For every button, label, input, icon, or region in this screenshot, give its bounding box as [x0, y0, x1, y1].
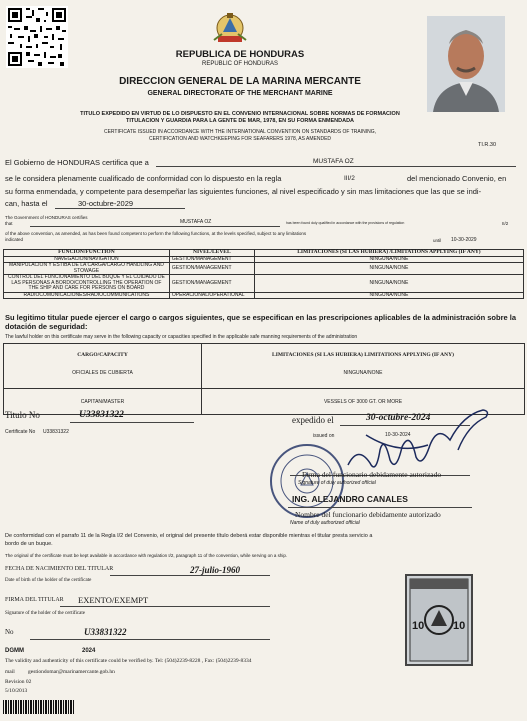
date-of-birth: 27-julio-1960	[190, 565, 241, 575]
holder-signature: EXENTO/EXEMPT	[78, 595, 149, 605]
certificate-number: U33831322	[43, 429, 69, 435]
signature-label: Firma del funcionario debidamente autorizado	[302, 470, 442, 479]
until-label-en: until	[433, 238, 442, 243]
capacity-intro: Su legitimo titular puede ejercer el cargo o cargos siguientes, que se especifican en las prescripciones aplicables de la administración sobre la dotación de seguridad:	[5, 313, 517, 331]
capacity-cell: CAPITAN/MASTER	[80, 399, 125, 405]
revision-label: Revision 02	[5, 679, 32, 685]
indicated-text-en: indicated	[5, 237, 24, 242]
qualified-text: se le considera plenamente cualificado de conformidad con lo dispuesto en la regla	[5, 174, 282, 183]
certificate-label: Certificate No	[5, 429, 36, 435]
convention-title-es-2: TITULACION Y GUARDIA PARA LA GENTE DE MAR, 1978, EN SU FORMA ENMENDADA	[125, 118, 355, 124]
holder-signature-label: FIRMA DEL TITULAR	[5, 597, 64, 603]
functions-header-level: NIVEL/LEVEL	[169, 250, 254, 257]
stamp-value-left: 10	[412, 620, 425, 632]
republic-title-en: REPUBLIC OF HONDURAS	[201, 61, 278, 67]
year-label: 2024	[82, 648, 96, 654]
email-label: mail	[5, 669, 15, 675]
level-cell: GESTION/MANAGEMENT	[169, 275, 254, 293]
capacity-limitations-header: LIMITACIONES (SI LAS HUBIERA) LIMITATIONS APPLYING (IF ANY)	[272, 352, 454, 358]
revenue-stamp	[405, 574, 473, 666]
signature-label-en: Signature of duly authorized official	[298, 480, 376, 486]
capacity-limitation-cell: VESSELS OF 3000 GT. OR MORE	[323, 399, 403, 405]
qualified-text-en: has been found duly qualified in accordance with the provisions of regulation	[286, 221, 405, 225]
table-row	[4, 263, 524, 275]
function-cell: MANIPULACION Y ESTIBA DE LA CARGA/CARGO HANDLING AND STOWAGE	[4, 263, 170, 275]
until-date: 30-octubre-2029	[78, 199, 134, 208]
holder-name: MUSTAFA OZ	[313, 158, 354, 165]
revision-date: 5/10/2013	[5, 688, 28, 694]
conformity-text-2: bordo de un buque.	[5, 541, 53, 547]
barcode	[3, 700, 75, 714]
table-row	[4, 275, 524, 293]
regulation-number-en: II/2	[502, 221, 509, 226]
until-text: can, hasta el	[5, 199, 48, 208]
name-line	[156, 166, 516, 167]
functions-table	[3, 249, 524, 299]
capacity-cell: OFICIALES DE CUBIERTA	[72, 370, 133, 376]
expedido-date: 30-octubre-2024	[366, 413, 431, 423]
email-address: gestiondomar@marinamercante.gob.hn	[28, 669, 115, 675]
number-value: U33831322	[84, 627, 127, 637]
limitation-cell: NINGUNA/NONE	[254, 275, 523, 293]
limitation-cell: NINGUNA/NONE	[254, 292, 523, 299]
level-cell: GESTION/MANAGEMENT	[169, 256, 254, 263]
titulo-label: Titulo No	[5, 410, 40, 420]
titulo-number: U33831322	[79, 410, 124, 420]
official-name-label: Nombre del funcionario debidamente autorizado	[295, 510, 441, 519]
certifies-text: El Gobierno de HONDURAS certifica que a	[5, 158, 149, 167]
titulo-line	[70, 422, 194, 423]
number-line	[30, 639, 270, 640]
convention-text: del mencionado Convenio, en	[407, 174, 507, 183]
dob-label-en: Date of birth of the holder of the certificate	[5, 578, 92, 583]
functions-header-function: FUNCION/FUNCTION	[4, 250, 170, 257]
convention-title-en-2: CERTIFICATION AND WATCHKEEPING FOR SEAFARERS 1978, AS AMENDED	[148, 136, 332, 142]
level-cell: OPERACIONAL/OPERATIONAL	[169, 292, 254, 299]
official-name-label-en: Name of duly authorized official	[290, 520, 360, 526]
capacity-limitation-cell: NINGUNA/NONE	[343, 370, 383, 376]
until-line	[55, 208, 185, 209]
limitation-cell: NINGUNA/NONE	[254, 263, 523, 275]
holder-name-en: MUSTAFA OZ	[180, 219, 212, 225]
competent-text: su forma enmendada, y competente para desempeñar las siguientes funciones, al nivel especificado y sin mas limitaciones que las que se indi-	[5, 187, 482, 196]
direction-title: DIRECCION GENERAL DE LA MARINA MERCANTE	[119, 76, 361, 87]
table-row	[4, 292, 524, 299]
form-reference: TI.R.30	[478, 142, 497, 148]
convention-title-es-1: TITULO EXPEDIDO EN VIRTUD DE LO DISPUESTO EN EL CONVENIO INTERNACIONAL SOBRE NORMAS DE FORMACION	[80, 111, 400, 117]
name-line-en	[30, 226, 280, 227]
certifies-text-en: The Government of HONDURAS certifies	[5, 215, 88, 220]
limitation-cell: NINGUNA/NONE	[254, 256, 523, 263]
dgmm-label: DGMM	[5, 648, 24, 654]
function-cell: NAVEGACION/NAVIGATION	[4, 256, 170, 263]
competent-text-en: of the above convention, as amended, as has been found competent to perform the following functions, at the levels specified, subject to any limitations	[5, 231, 307, 236]
official-name-line	[288, 507, 472, 508]
level-cell: GESTION/MANAGEMENT	[169, 263, 254, 275]
capacity-header: CARGO/CAPACITY	[77, 352, 128, 358]
number-label: No	[5, 628, 14, 636]
verify-text: The validity and authenticity of this certificate could be verified by. Tel: (504)2239-8228 , Fax: (504)2239-8334	[5, 658, 252, 664]
that-text-en: that	[5, 221, 13, 226]
holder-signature-line	[60, 606, 270, 607]
functions-header-limitations: LIMITACIONES (SI LAS HUBIERA) /LIMITATIONS APPLYING (IF ANY)	[254, 250, 523, 257]
expedido-label: expedido el	[292, 415, 334, 425]
regulation-number: III/2	[344, 175, 355, 182]
convention-title-en-1: CERTIFICATE ISSUED IN ACCORDANCE WITH THE INTERNATIONAL CONVENTION ON STANDARDS OF TRAINING,	[103, 129, 377, 135]
function-cell: CONTROL DEL FUNCIONAMIENTO DEL BUQUE Y EL CUIDADO DE LAS PERSONAS A BORDO/CONTROLLING THE OPERATION OF THE SHIP AND CARE FOR PERSONS ON BOARD	[4, 275, 170, 293]
conformity-text-en: The original of the certificate must be kept available in accordance with regulation I/2, paragraph 11 of the convention, while serving on a ship.	[5, 553, 288, 558]
capacity-intro-en: The lawful holder on this certificate may serve in the following capacity or capacities specified in the applicable safe manning requirements of the administration	[5, 334, 358, 340]
divider	[4, 388, 524, 389]
conformity-text: De conformidad con el parrafo 11 de la Regla I/2 del Convenio, el original del presente título deberá estar disponible mientras el titular presta servicio a	[5, 533, 373, 539]
issued-label: issued on	[313, 433, 335, 439]
honduras-coat-of-arms-icon	[208, 10, 252, 46]
function-cell: RADIOCOMUNICACIONES/RADIOCOMMUNICATIONS	[4, 292, 170, 299]
dob-line	[110, 575, 270, 576]
direction-title-en: GENERAL DIRECTORATE OF THE MERCHANT MARINE	[147, 90, 333, 97]
official-name: ING. ALEJANDRO CANALES	[292, 494, 408, 504]
holder-photo	[427, 16, 505, 112]
holder-signature-label-en: Signature of the holder of the certificate	[5, 611, 85, 616]
issued-date: 10-30-2024	[385, 432, 411, 438]
dob-label: FECHA DE NACIMIENTO DEL TITULAR	[5, 566, 114, 572]
republic-title: REPUBLICA DE HONDURAS	[175, 49, 305, 60]
qr-code	[6, 6, 68, 68]
until-date-en: 10-30-2029	[451, 237, 477, 243]
stamp-value-right: 10	[453, 620, 466, 632]
